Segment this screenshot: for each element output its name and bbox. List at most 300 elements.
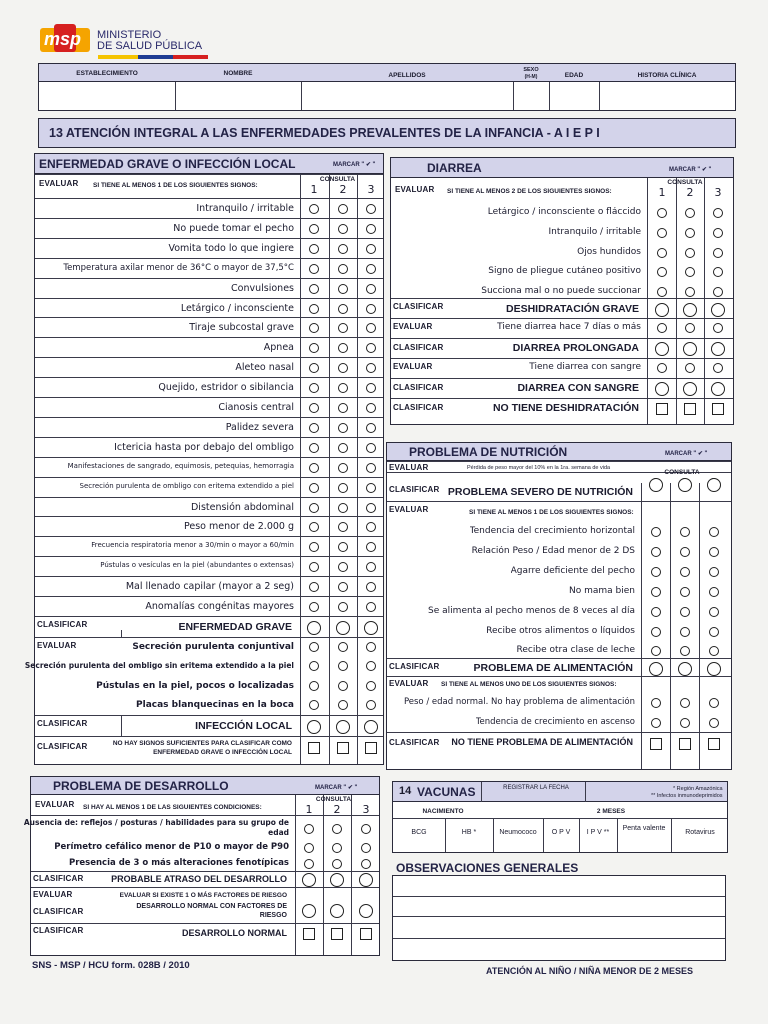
consulta-2-radio[interactable] [685, 228, 695, 238]
nombre-input[interactable] [177, 84, 299, 108]
sign-label: Convulsiones [231, 282, 294, 294]
consulta-2-radio[interactable] [336, 621, 350, 635]
consulta-1-radio[interactable] [309, 244, 319, 254]
sign-label: Letárgico / inconsciente o fláccido [487, 207, 641, 217]
registrar-fecha: REGISTRAR LA FECHA [503, 785, 569, 791]
column-divider [351, 795, 352, 955]
consulta-3-radio[interactable] [366, 562, 376, 572]
col-edad: EDAD [564, 72, 584, 79]
section-desarrollo [23, 776, 380, 956]
classification-problema-severo: PROBLEMA SEVERO DE NUTRICIÓN [447, 486, 633, 498]
consulta-3-checkbox[interactable] [365, 742, 377, 754]
eval-factores-riesgo: EVALUAR SI EXISTE 1 O MÁS FACTORES DE RIESGO [119, 892, 287, 899]
row-divider [35, 457, 383, 458]
consulta-3-radio[interactable] [709, 607, 719, 617]
row-divider [35, 497, 383, 498]
vaccine-0-label: BCG [411, 829, 427, 836]
consulta-1-radio[interactable] [655, 342, 669, 356]
consulta-2-radio[interactable] [680, 698, 690, 708]
consulta-3-radio[interactable] [366, 284, 376, 294]
consulta-1-radio[interactable] [309, 383, 319, 393]
col-establecimiento: ESTABLECIMIENTO [76, 70, 138, 77]
consulta-2-radio[interactable] [680, 627, 690, 637]
consulta-2-radio[interactable] [330, 873, 344, 887]
consulta-2-radio[interactable] [680, 547, 690, 557]
column-divider [295, 795, 296, 955]
consulta-1-radio[interactable] [651, 527, 661, 537]
sign-label: Cianosis central [218, 402, 294, 413]
consulta-2-radio[interactable] [338, 661, 348, 671]
evaluar-label: EVALUAR [389, 679, 429, 689]
consulta-3-radio[interactable] [709, 627, 719, 637]
consulta-3-radio[interactable] [366, 423, 376, 433]
consulta-3-radio[interactable] [364, 720, 378, 734]
consulta-2-radio[interactable] [330, 904, 344, 918]
ministry-line1: MINISTERIO [97, 29, 162, 41]
consulta-1-radio[interactable] [307, 621, 321, 635]
consulta-1-radio[interactable] [309, 642, 319, 652]
sign3-label: Tendencia de crecimiento en ascenso [475, 717, 635, 728]
consulta-1-radio[interactable] [655, 382, 669, 396]
consulta-3-radio[interactable] [711, 303, 725, 317]
consulta-3-radio[interactable] [366, 443, 376, 453]
section-diarrea [390, 157, 734, 425]
consulta-1-radio[interactable] [651, 567, 661, 577]
row-divider [391, 298, 733, 299]
ministry-logo [40, 24, 92, 54]
sign-label: Aleteo nasal [235, 362, 294, 374]
footer-title: ATENCIÓN AL NIÑO / NIÑA MENOR DE 2 MESES [486, 966, 694, 976]
consulta-2-radio[interactable] [338, 423, 348, 433]
evaluar-criteria: SI TIENE AL MENOS 2 DE LOS SIGUIENTES SIGNOS: [447, 188, 612, 195]
consulta-2-radio[interactable] [338, 483, 348, 493]
consulta-1-radio[interactable] [309, 483, 319, 493]
consulta-1-radio[interactable] [309, 284, 319, 294]
apellidos-input[interactable] [303, 84, 511, 108]
sign-label: Tendencia del crecimiento horizontal [469, 526, 635, 536]
clasificar-label: CLASIFICAR [393, 343, 444, 352]
clasificar-label: CLASIFICAR [393, 383, 444, 392]
section-vacunas [392, 781, 728, 853]
consulta-3-radio[interactable] [366, 224, 376, 234]
consulta-1-radio[interactable] [309, 423, 319, 433]
sexo-input[interactable] [515, 84, 547, 108]
row-divider [35, 715, 383, 716]
consulta-1-radio[interactable] [657, 323, 667, 333]
clasificar-label: CLASIFICAR [33, 874, 84, 883]
consulta-1-radio[interactable] [651, 698, 661, 708]
consulta-3-radio[interactable] [366, 244, 376, 254]
consulta-1-radio[interactable] [309, 661, 319, 671]
consulta-1-radio[interactable] [657, 363, 667, 373]
evaluar-label: EVALUAR [395, 185, 435, 194]
consulta-2-radio[interactable] [338, 244, 348, 254]
classification-no-deshidratacion: NO TIENE DESHIDRATACIÓN [492, 402, 639, 414]
clasificar-label: CLASIFICAR [37, 741, 88, 751]
consulta-number: 2 [339, 183, 347, 196]
consulta-3-radio[interactable] [709, 646, 719, 656]
observaciones-input[interactable] [395, 878, 723, 958]
consulta-3-radio[interactable] [361, 859, 371, 869]
consulta-1-radio[interactable] [304, 824, 314, 834]
sign-label: Recibe otra clase de leche [516, 645, 635, 656]
consulta-1-radio[interactable] [309, 323, 319, 333]
consulta-3-radio[interactable] [713, 208, 723, 218]
consulta-1-checkbox[interactable] [303, 928, 315, 940]
evaluar-label: EVALUAR [393, 322, 433, 331]
consulta-1-radio[interactable] [307, 720, 321, 734]
consulta-1-radio[interactable] [309, 542, 319, 552]
row-divider [35, 417, 383, 418]
ministry-line2: DE SALUD PÚBLICA [97, 40, 203, 52]
consulta-2-radio[interactable] [338, 343, 348, 353]
consulta-3-radio[interactable] [366, 323, 376, 333]
consulta-2-radio[interactable] [338, 681, 348, 691]
consulta-3-radio[interactable] [366, 383, 376, 393]
consulta-3-radio[interactable] [366, 503, 376, 513]
consulta-1-radio[interactable] [309, 700, 319, 710]
consulta-2-radio[interactable] [332, 859, 342, 869]
row-divider [35, 174, 383, 175]
column-divider [617, 818, 618, 852]
evaluar-label: EVALUAR [37, 640, 77, 650]
sign-label: Ictericia hasta por debajo del ombligo [114, 441, 294, 453]
consulta-number: 3 [367, 183, 375, 196]
consulta-3-radio[interactable] [713, 323, 723, 333]
consulta-2-radio[interactable] [338, 700, 348, 710]
consulta-3-checkbox[interactable] [708, 738, 720, 750]
sign-label: Temperatura axilar menor de 36°C o mayor de 37,5°C [63, 262, 294, 273]
consulta-label: CONSULTA [319, 176, 356, 183]
row-divider [35, 637, 383, 638]
consulta-2-radio[interactable] [680, 607, 690, 617]
vacunas-number: 14 [399, 785, 412, 797]
consulta-3-radio[interactable] [366, 582, 376, 592]
establecimiento-input[interactable] [41, 84, 173, 108]
evaluar-label: EVALUAR [39, 179, 79, 188]
consulta-2-radio[interactable] [338, 383, 348, 393]
consulta-3-radio[interactable] [366, 363, 376, 373]
consulta-1-radio[interactable] [309, 304, 319, 314]
consulta-1-radio[interactable] [302, 904, 316, 918]
sign-label: Pústulas o vesículas en la piel (abundantes o extensas) [100, 561, 294, 570]
consulta-2-radio[interactable] [338, 542, 348, 552]
consulta-1-radio[interactable] [309, 403, 319, 413]
note-inmunodeprimidos: ** Infectos inmunodeprimidos [651, 793, 723, 799]
consulta-3-radio[interactable] [366, 204, 376, 214]
consulta-2-radio[interactable] [332, 843, 342, 853]
classification-deshidratacion-grave: DESHIDRATACIÓN GRAVE [505, 303, 639, 315]
consulta-3-radio[interactable] [709, 547, 719, 557]
consulta-3-radio[interactable] [711, 382, 725, 396]
consulta-1-radio[interactable] [309, 602, 319, 612]
marcar-hint: MARCAR " ✔ " [333, 162, 376, 168]
consulta-1-radio[interactable] [651, 627, 661, 637]
consulta-3-radio[interactable] [713, 248, 723, 258]
evaluar-criteria-2: SI TIENE AL MENOS UNO DE LOS SIGUIENTES SIGNOS: [441, 681, 617, 689]
consulta-2-checkbox[interactable] [679, 738, 691, 750]
consulta-2-checkbox[interactable] [337, 742, 349, 754]
consulta-2-radio[interactable] [685, 267, 695, 277]
consulta-1-radio[interactable] [657, 228, 667, 238]
clasificar-label: CLASIFICAR [37, 718, 88, 728]
consulta-2-checkbox[interactable] [684, 403, 696, 415]
consulta-1-radio[interactable] [657, 287, 667, 297]
local-sign-label: Placas blanquecinas en la boca [136, 700, 294, 711]
consulta-2-radio[interactable] [680, 718, 690, 728]
consulta-2-radio[interactable] [685, 208, 695, 218]
consulta-3-radio[interactable] [366, 264, 376, 274]
consulta-1-radio[interactable] [651, 607, 661, 617]
consulta-1-radio[interactable] [309, 562, 319, 572]
section-title: ENFERMEDAD GRAVE O INFECCIÓN LOCAL [39, 157, 296, 171]
consulta-2-radio[interactable] [338, 264, 348, 274]
consulta-3-radio[interactable] [713, 267, 723, 277]
consulta-3-radio[interactable] [366, 681, 376, 691]
sign-label: Agarre deficiente del pecho [510, 565, 635, 576]
consulta-1-radio[interactable] [304, 859, 314, 869]
row-divider [35, 397, 383, 398]
column-divider [699, 483, 700, 769]
consulta-1-checkbox[interactable] [650, 738, 662, 750]
consulta-2-radio[interactable] [338, 323, 348, 333]
consulta-3-radio[interactable] [709, 527, 719, 537]
sign-label: Frecuencia respiratoria menor a 30/min o mayor a 60/min [91, 541, 294, 550]
consulta-2-radio[interactable] [685, 323, 695, 333]
consulta-3-checkbox[interactable] [360, 928, 372, 940]
consulta-1-radio[interactable] [309, 343, 319, 353]
consulta-1-checkbox[interactable] [656, 403, 668, 415]
consulta-2-radio[interactable] [338, 304, 348, 314]
consulta-2-radio[interactable] [685, 363, 695, 373]
historia-input[interactable] [601, 84, 733, 108]
evaluar-criteria: SI TIENE AL MENOS 1 DE LOS SIGUIENTES SIGNOS: [93, 182, 258, 189]
consulta-1-radio[interactable] [651, 547, 661, 557]
consulta-3-radio[interactable] [359, 904, 373, 918]
consulta-1-radio[interactable] [309, 264, 319, 274]
consulta-1-radio[interactable] [657, 248, 667, 258]
consulta-2-radio[interactable] [338, 503, 348, 513]
classification-infeccion-local: INFECCIÓN LOCAL [195, 719, 292, 732]
column-divider [676, 178, 677, 424]
row-divider [35, 616, 383, 617]
ausencia-reflejos: Ausencia de: reflejos / posturas / habilidades para su grupo de [23, 818, 289, 827]
consulta-3-radio[interactable] [707, 478, 721, 492]
row-divider [35, 357, 383, 358]
consulta-2-radio[interactable] [683, 303, 697, 317]
consulta-3-radio[interactable] [713, 363, 723, 373]
consulta-2-radio[interactable] [338, 403, 348, 413]
consulta-2-radio[interactable] [332, 824, 342, 834]
consulta-1-radio[interactable] [302, 873, 316, 887]
consulta-3-radio[interactable] [361, 824, 371, 834]
consulta-number: 2 [686, 186, 694, 199]
consulta-3-radio[interactable] [366, 343, 376, 353]
consulta-3-radio[interactable] [366, 700, 376, 710]
evaluar-criteria: SI HAY AL MENOS 1 DE LAS SIGUIENTES CONDICIONES: [83, 804, 262, 811]
consulta-2-radio[interactable] [680, 587, 690, 597]
consulta-1-radio[interactable] [657, 208, 667, 218]
consulta-3-radio[interactable] [366, 463, 376, 473]
consulta-1-radio[interactable] [651, 718, 661, 728]
consulta-3-radio[interactable] [366, 661, 376, 671]
row-divider [391, 358, 733, 359]
consulta-1-radio[interactable] [309, 582, 319, 592]
consulta-3-radio[interactable] [364, 621, 378, 635]
consulta-3-radio[interactable] [709, 567, 719, 577]
consulta-2-radio[interactable] [338, 204, 348, 214]
consulta-2-radio[interactable] [683, 382, 697, 396]
consulta-2-radio[interactable] [685, 287, 695, 297]
section-nutricion [386, 442, 732, 770]
vaccine-2-label: Neumococo [499, 829, 537, 836]
consulta-3-radio[interactable] [713, 228, 723, 238]
row-divider [35, 377, 383, 378]
consulta-2-radio[interactable] [685, 248, 695, 258]
consulta-1-checkbox[interactable] [308, 742, 320, 754]
row-divider [35, 238, 383, 239]
consulta-3-radio[interactable] [366, 602, 376, 612]
consulta-3-radio[interactable] [361, 843, 371, 853]
edad-input[interactable] [551, 84, 597, 108]
row-divider [35, 317, 383, 318]
consulta-1-radio[interactable] [657, 267, 667, 277]
observaciones-box [392, 875, 726, 961]
local-sign-label: Secreción purulenta conjuntival [132, 641, 294, 652]
col-nombre: NOMBRE [223, 70, 253, 77]
consulta-2-radio[interactable] [680, 527, 690, 537]
consulta-2-radio[interactable] [338, 443, 348, 453]
marcar-hint: MARCAR " ✔ " [315, 785, 358, 791]
col-sexo-sub: (H-M) [524, 74, 538, 80]
classification-diarrea-sangre: DIARREA CON SANGRE [517, 382, 639, 394]
consulta-2-radio[interactable] [338, 642, 348, 652]
consulta-3-radio[interactable] [707, 662, 721, 676]
row-divider [387, 461, 731, 462]
consulta-3-radio[interactable] [366, 522, 376, 532]
consulta-2-radio[interactable] [338, 602, 348, 612]
eval-diarrea-7-dias: Tiene diarrea hace 7 días o más [497, 322, 641, 332]
consulta-1-radio[interactable] [651, 587, 661, 597]
sign-label: Perímetro cefálico menor de P10 o mayor de P90 [54, 842, 289, 852]
consulta-1-radio[interactable] [655, 303, 669, 317]
consulta-1-radio[interactable] [309, 363, 319, 373]
classification-problema-alimentacion: PROBLEMA DE ALIMENTACIÓN [473, 662, 633, 675]
vaccine-4-label: I P V ** [586, 829, 610, 836]
consulta-2-radio[interactable] [336, 720, 350, 734]
consulta-1-radio[interactable] [649, 662, 663, 676]
consulta-1-radio[interactable] [309, 224, 319, 234]
row-divider [31, 815, 379, 816]
consulta-number: 1 [658, 186, 666, 199]
consulta-2-radio[interactable] [338, 224, 348, 234]
consulta-2-radio[interactable] [338, 562, 348, 572]
consulta-1-radio[interactable] [304, 843, 314, 853]
vacunas-title: VACUNAS [417, 785, 476, 799]
consulta-3-radio[interactable] [359, 873, 373, 887]
consulta-3-radio[interactable] [366, 483, 376, 493]
sign-label: Ojos hundidos [577, 246, 641, 257]
row-divider [35, 516, 383, 517]
divider [121, 715, 122, 736]
consulta-3-radio[interactable] [366, 403, 376, 413]
column-divider [647, 178, 648, 424]
consulta-1-radio[interactable] [309, 681, 319, 691]
consulta-3-radio[interactable] [366, 304, 376, 314]
vaccine-3-label: O P V [551, 829, 571, 836]
column-divider [670, 483, 671, 769]
observaciones-title: OBSERVACIONES GENERALES [396, 861, 579, 875]
local-sign-label: Secreción purulenta del ombligo sin eritema extendido a la piel [24, 661, 294, 671]
column-divider [641, 483, 642, 769]
page-title-text: 13 ATENCIÓN INTEGRAL A LAS ENFERMEDADES PREVALENTES DE LA INFANCIA - A I E P I [49, 126, 600, 140]
consulta-2-radio[interactable] [338, 463, 348, 473]
consulta-3-radio[interactable] [713, 287, 723, 297]
clasificar-label: CLASIFICAR [393, 302, 444, 311]
consulta-3-radio[interactable] [709, 698, 719, 708]
consulta-2-radio[interactable] [678, 662, 692, 676]
consulta-2-radio[interactable] [338, 363, 348, 373]
column-divider [357, 174, 358, 764]
consulta-3-radio[interactable] [709, 587, 719, 597]
clasificar-label: CLASIFICAR [393, 403, 444, 412]
consulta-1-radio[interactable] [309, 463, 319, 473]
local-sign-label: Pústulas en la piel, pocos o localizadas [96, 680, 294, 691]
row-divider [391, 378, 733, 379]
consulta-2-radio[interactable] [678, 478, 692, 492]
row-divider [35, 198, 383, 199]
row-divider [387, 658, 731, 659]
row-divider [35, 258, 383, 259]
consulta-2-radio[interactable] [338, 582, 348, 592]
consulta-3-radio[interactable] [709, 718, 719, 728]
consulta-2-radio[interactable] [338, 284, 348, 294]
classification-no-problema-alimentacion: NO TIENE PROBLEMA DE ALIMENTACIÓN [451, 737, 633, 748]
consulta-2-radio[interactable] [680, 567, 690, 577]
eval-perdida-peso: Pérdida de peso mayor del 10% en la 1ra. semana de vida [467, 465, 611, 471]
sign-label: Mal llenado capilar (mayor a 2 seg) [125, 581, 294, 593]
consulta-1-radio[interactable] [651, 646, 661, 656]
evaluar-label: EVALUAR [35, 800, 75, 809]
marcar-hint: MARCAR " ✔ " [665, 451, 708, 457]
consulta-3-radio[interactable] [711, 342, 725, 356]
section-title: DIARREA [427, 161, 482, 175]
consulta-1-radio[interactable] [649, 478, 663, 492]
consulta-3-radio[interactable] [366, 542, 376, 552]
note-amazonica: * Región Amazónica [673, 786, 723, 792]
page-title [38, 118, 736, 148]
sign-label: Intranquilo / irritable [196, 203, 294, 214]
consulta-2-checkbox[interactable] [331, 928, 343, 940]
consulta-1-radio[interactable] [309, 503, 319, 513]
evaluar-criteria: SI TIENE AL MENOS 1 DE LOS SIGUIENTES SIGNOS: [469, 509, 634, 516]
sign-label: Intranquilo / irritable [548, 226, 641, 237]
row-divider [35, 536, 383, 537]
consulta-1-radio[interactable] [309, 522, 319, 532]
consulta-3-radio[interactable] [366, 642, 376, 652]
consulta-2-radio[interactable] [683, 342, 697, 356]
consulta-3-checkbox[interactable] [712, 403, 724, 415]
consulta-1-radio[interactable] [309, 204, 319, 214]
consulta-number: 3 [362, 803, 370, 816]
sign-label: Tiraje subcostal grave [189, 322, 294, 334]
section-title: PROBLEMA DE NUTRICIÓN [409, 445, 568, 459]
consulta-label: CONSULTA [667, 179, 703, 186]
consulta-2-radio[interactable] [680, 646, 690, 656]
consulta-2-radio[interactable] [338, 522, 348, 532]
consulta-1-radio[interactable] [309, 443, 319, 453]
row-divider [35, 218, 383, 219]
